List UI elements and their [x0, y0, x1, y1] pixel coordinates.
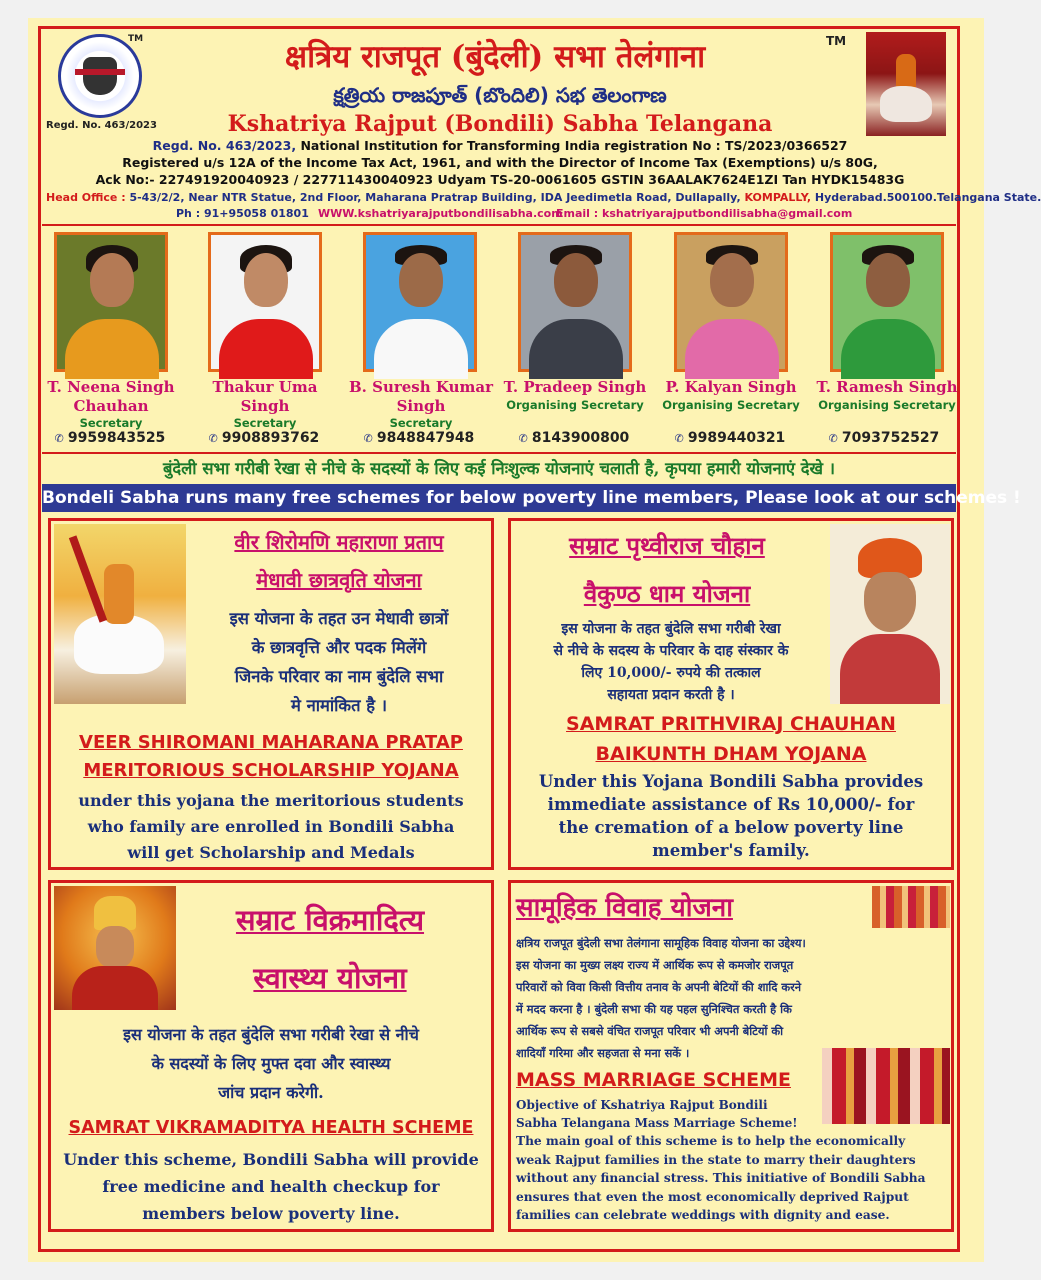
- logo-regd-number: Regd. No. 463/2023: [46, 120, 157, 131]
- member-phone[interactable]: [496, 430, 656, 446]
- marriage-title: सामूहिक विवाह योजना: [516, 893, 733, 923]
- maharana-pratap-header-image: [866, 32, 946, 136]
- sabha-logo: [58, 34, 142, 118]
- member-name: T. Ramesh Singh: [816, 378, 958, 396]
- member-phone-number: 9908893762: [221, 430, 320, 446]
- marriage-english-text: [516, 1132, 952, 1225]
- marriage-title-english: MASS MARRIAGE SCHEME: [516, 1069, 791, 1091]
- member-phone[interactable]: [32, 430, 192, 446]
- text-line: Under this scheme, Bondili Sabha will provide: [63, 1150, 479, 1169]
- text-line: जिनके परिवार का नाम बुंदेलि सभा: [234, 667, 444, 686]
- member-phone[interactable]: [652, 430, 812, 446]
- member-name: T. Pradeep Singh: [503, 378, 647, 396]
- pratap-title-2: मेधावी छात्रवृति योजना: [256, 568, 422, 592]
- text-line: आर्थिक रूप से सबसे वंचित राजपूत परिवार भी अपनी बेटियों की: [516, 1024, 784, 1038]
- text-line: member's family.: [652, 841, 810, 860]
- text-line: The main goal of this scheme is to help the economically: [516, 1134, 906, 1148]
- vikramaditya-title-1: सम्राट विक्रमादित्य: [235, 903, 425, 937]
- member-phone-number: 9989440321: [687, 430, 786, 446]
- text-line: से नीचे के सदस्य के परिवार के दाह संस्कार के: [553, 643, 789, 659]
- member-photo: [54, 232, 168, 372]
- text-line: weak Rajput families in the state to marry their daughters: [516, 1152, 916, 1167]
- member-role: Secretary: [389, 416, 453, 430]
- text-line: इस योजना का मुख्य लक्ष्य राज्य में आर्थिक रूप से कमजोर राजपूत: [516, 958, 794, 972]
- text-line: मे नामांकित है ।: [290, 696, 388, 715]
- phone-icon: ✆: [828, 432, 838, 445]
- head-office-kompally: KOMPALLY,: [744, 191, 812, 204]
- vikramaditya-hindi-text: [52, 1020, 490, 1107]
- text-line: the cremation of a below poverty line: [558, 818, 904, 837]
- member-name: T. Neena Singh Chauhan: [47, 378, 175, 415]
- text-line: without any financial stress. This initiative of Bondili Sabha: [516, 1171, 926, 1185]
- pratap-title-english-1: VEER SHIROMANI MAHARANA PRATAP: [79, 732, 463, 753]
- logo-tm: TM: [128, 34, 144, 44]
- head-office-city: Hyderabad.500100.Telangana State.: [811, 191, 1041, 204]
- phone-icon: ✆: [518, 432, 528, 445]
- prithviraj-title-2: वैकुण्ठ धाम योजना: [583, 579, 751, 608]
- text-line: क्षत्रिय राजपूत बुंदेली सभा तेलंगाना सामूहिक विवाह योजना का उद्देश्य।: [516, 936, 806, 950]
- member-photo: [674, 232, 788, 372]
- member-role: Organising Secretary: [818, 398, 956, 412]
- member-phone-number: 9848847948: [376, 430, 475, 446]
- vikramaditya-title-english: SAMRAT VIKRAMADITYA HEALTH SCHEME: [68, 1118, 474, 1138]
- member-photo: [363, 232, 477, 372]
- text-line: इस योजना के तहत बुंदेलि सभा गरीबी रेखा से नीचे: [123, 1025, 419, 1044]
- member-name: B. Suresh Kumar Singh: [349, 378, 493, 415]
- prithviraj-title-english-2: BAIKUNTH DHAM YOJANA: [595, 743, 867, 765]
- mass-marriage-crowd-image: [872, 886, 950, 928]
- text-line: Sabha Telangana Mass Marriage Scheme!: [516, 1116, 798, 1130]
- text-line: सहायता प्रदान करती है ।: [607, 687, 735, 703]
- text-line: who family are enrolled in Bondili Sabha: [87, 817, 455, 836]
- member-role: Secretary: [79, 416, 143, 430]
- member-phone[interactable]: [186, 430, 346, 446]
- text-line: Under this Yojana Bondili Sabha provides: [538, 772, 924, 791]
- text-line: में मदद करना है । बुंदेली सभा की यह पहल सुनिश्चित करती है कि: [516, 1002, 792, 1016]
- head-office-address: 5-43/2/2, Near NTR Statue, 2nd Floor, Maharana Pratrap Building, IDA Jeedimetla Road, Dullapally,: [125, 191, 745, 204]
- vikramaditya-title-2: स्वास्थ्य योजना: [253, 961, 407, 995]
- prithviraj-english-text: [512, 770, 950, 862]
- title-telugu: క్షత్రియ రాజపూత్ (బొందిలి) సభ తెలంగాణ: [333, 83, 667, 107]
- prithviraj-hindi-text: [512, 618, 830, 706]
- pratap-hindi-text: [186, 604, 492, 720]
- maharana-pratap-image: [54, 524, 186, 704]
- prithviraj-title-1: सम्राट पृथ्वीराज चौहान: [569, 531, 765, 560]
- text-line: immediate assistance of Rs 10,000/- for: [547, 795, 915, 814]
- text-line: परिवारों को विवा किसी वित्तीय तनाव के अपनी बेटियों की शादि करने: [516, 980, 802, 994]
- member-name: P. Kalyan Singh: [665, 378, 797, 396]
- head-office-label: Head Office :: [46, 191, 126, 204]
- text-line: will get Scholarship and Medals: [127, 843, 415, 862]
- member-phone-number: 7093752527: [841, 430, 940, 446]
- prithviraj-chauhan-image: [830, 524, 950, 704]
- regd-bold: Regd. No. 463/2023,: [152, 138, 297, 153]
- tax-registration-line: Registered u/s 12A of the Income Tax Act, 1961, and with the Director of Income Tax (Exemptions) u/s 80G,: [122, 155, 878, 170]
- registration-line: [48, 138, 952, 154]
- vikramaditya-english-text: [52, 1146, 490, 1227]
- member-role: Organising Secretary: [662, 398, 800, 412]
- title-tm: TM: [826, 34, 847, 48]
- vikramaditya-image: [54, 886, 176, 1010]
- member-phone-number: 8143900800: [531, 430, 630, 446]
- pratap-title-1: वीर शिरोमणि महाराणा प्रताप: [234, 530, 444, 554]
- member-photo: [830, 232, 944, 372]
- member-phone[interactable]: [341, 430, 501, 446]
- member-role: Secretary: [233, 416, 297, 430]
- phone-icon: ✆: [54, 432, 64, 445]
- text-line: के छात्रवृत्ति और पदक मिलेंगे: [251, 638, 427, 657]
- banner-hindi: बुंदेली सभा गरीबी रेखा से नीचे के सदस्यों के लिए कई निःशुल्क योजनाएं चलाती है, कृपया हमारी योजनाएं देखे ।: [42, 452, 956, 482]
- pratap-title-english-2: MERITORIOUS SCHOLARSHIP YOJANA: [83, 760, 459, 781]
- marriage-hindi-text: [516, 932, 948, 1064]
- email-link[interactable]: Email : kshatriyarajputbondilisabha@gmail.com: [556, 207, 853, 220]
- title-english: Kshatriya Rajput (Bondili) Sabha Telangana: [227, 111, 773, 137]
- phone-icon: ✆: [674, 432, 684, 445]
- text-line: के सदस्यों के लिए मुफ्त दवा और स्वास्थ्य: [151, 1054, 391, 1073]
- text-line: जांच प्रदान करेगी.: [218, 1083, 324, 1102]
- prithviraj-title-english-1: SAMRAT PRITHVIRAJ CHAUHAN: [566, 713, 896, 735]
- text-line: families can celebrate weddings with dignity and ease.: [516, 1208, 890, 1222]
- phone-icon: ✆: [363, 432, 373, 445]
- member-role: Organising Secretary: [506, 398, 644, 412]
- banner-english: Bondeli Sabha runs many free schemes for below poverty line members, Please look at our schemes !: [42, 484, 956, 512]
- text-line: free medicine and health checkup for: [102, 1177, 440, 1196]
- pratap-english-text: [52, 788, 490, 866]
- member-photo: [208, 232, 322, 372]
- member-name: Thakur Uma Singh: [212, 378, 318, 415]
- marriage-objective: [516, 1096, 820, 1132]
- phone-number: Ph : 91+95058 01801: [176, 207, 309, 220]
- member-phone-number: 9959843525: [67, 430, 166, 446]
- member-photo: [518, 232, 632, 372]
- text-line: Objective of Kshatriya Rajput Bondili: [516, 1098, 768, 1112]
- text-line: under this yojana the meritorious students: [78, 791, 464, 810]
- member-phone[interactable]: [806, 430, 966, 446]
- head-office-line: [46, 190, 1041, 205]
- text-line: members below poverty line.: [142, 1204, 400, 1223]
- text-line: लिए 10,000/- रुपये की तत्काल: [581, 665, 761, 681]
- website-link[interactable]: WWW.kshatriyarajputbondilisabha.com: [318, 207, 563, 220]
- header-divider: [42, 224, 956, 226]
- wedding-photo-image: [822, 1048, 950, 1124]
- text-line: शादियाँ गरिमा और सहजता से मना सकें ।: [516, 1046, 690, 1060]
- title-hindi: क्षत्रिय राजपूत (बुंदेली) सभा तेलंगाना: [284, 39, 706, 75]
- niti-registration: National Institution for Transforming India registration No : TS/2023/0366527: [296, 138, 848, 153]
- text-line: इस योजना के तहत बुंदेलि सभा गरीबी रेखा: [561, 621, 781, 637]
- ack-gstin-line: Ack No:- 227491920040923 / 227711430040923 Udyam TS-20-0061605 GSTIN 36AALAK7624E1ZI Tan HYDK15483G: [95, 172, 905, 187]
- phone-icon: ✆: [208, 432, 218, 445]
- text-line: ensures that even the most economically deprived Rajput: [516, 1189, 909, 1204]
- text-line: इस योजना के तहत उन मेधावी छात्रों: [229, 609, 449, 628]
